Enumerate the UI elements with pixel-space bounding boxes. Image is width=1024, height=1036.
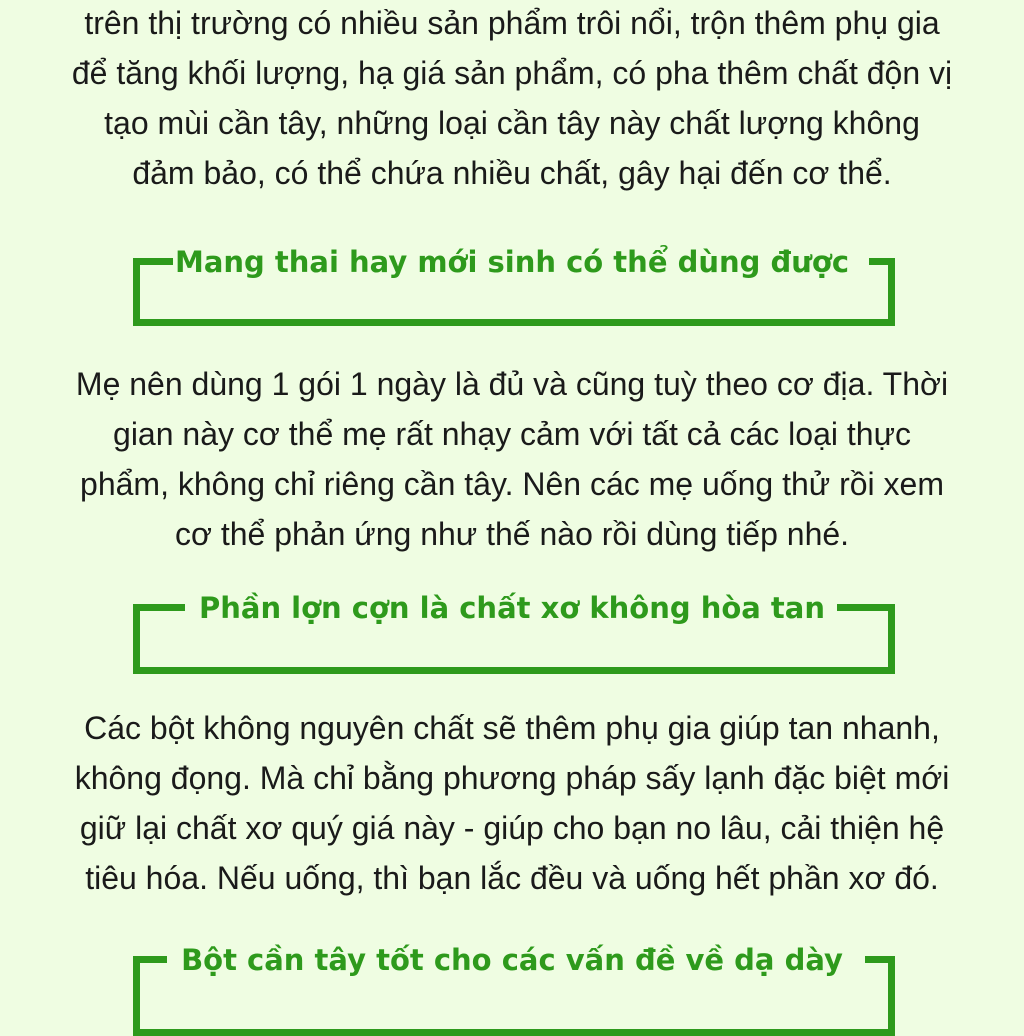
paragraph-intro	[0, 0, 1024, 198]
paragraph-line: trên thị trường có nhiều sản phẩm trôi nổi, trộn thêm phụ gia	[84, 5, 940, 41]
section-heading-fiber: Phần lợn cợn là chất xơ không hòa tan	[198, 591, 826, 625]
paragraph-line: cơ thể phản ứng như thế nào rồi dùng tiếp nhé.	[174, 516, 850, 552]
section-heading-stomach: Bột cần tây tốt cho các vấn đề về dạ dày	[181, 943, 843, 977]
paragraph-line: Các bột không nguyên chất sẽ thêm phụ gia giúp tan nhanh,	[84, 710, 940, 746]
paragraph-fiber	[0, 703, 1024, 903]
section-heading-pregnancy: Mang thai hay mới sinh có thể dùng được	[174, 245, 850, 279]
paragraph-line: Mẹ nên dùng 1 gói 1 ngày là đủ và cũng tuỳ theo cơ địa. Thời	[75, 366, 949, 402]
paragraph-line: gian này cơ thể mẹ rất nhạy cảm với tất cả các loại thực	[113, 416, 911, 452]
paragraph-pregnancy	[0, 359, 1024, 559]
paragraph-line: không đọng. Mà chỉ bằng phương pháp sấy lạnh đặc biệt mới	[74, 760, 950, 796]
paragraph-line: tạo mùi cần tây, những loại cần tây này chất lượng không	[104, 105, 920, 141]
paragraph-line: giữ lại chất xơ quý giá này - giúp cho bạn no lâu, cải thiện hệ	[79, 810, 945, 846]
paragraph-line: phẩm, không chỉ riêng cần tây. Nên các mẹ uống thử rồi xem	[80, 466, 944, 502]
paragraph-line: đảm bảo, có thể chứa nhiều chất, gây hại đến cơ thể.	[132, 155, 892, 191]
paragraph-line: để tăng khối lượng, hạ giá sản phẩm, có pha thêm chất độn vị	[71, 55, 953, 91]
paragraph-line: tiêu hóa. Nếu uống, thì bạn lắc đều và uống hết phần xơ đó.	[85, 860, 939, 896]
